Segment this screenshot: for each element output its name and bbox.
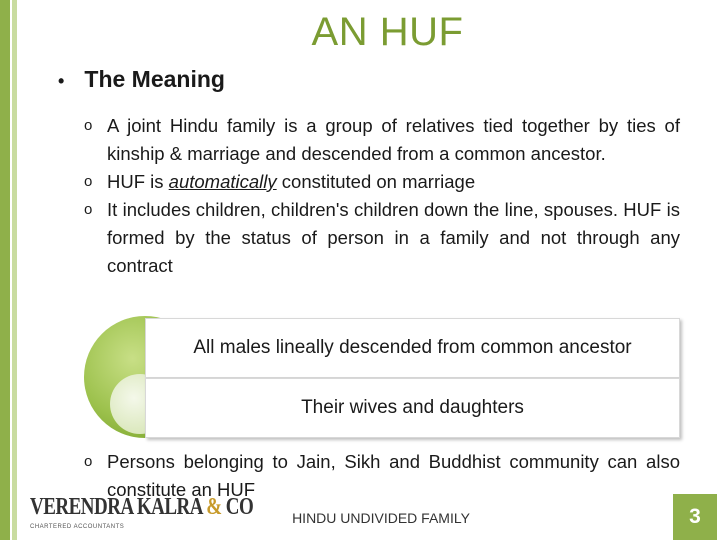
diagram-box-males: All males lineally descended from common ancestor	[145, 318, 680, 378]
logo-tagline: CHARTERED ACCOUNTANTS	[30, 524, 125, 530]
slide-title: AN HUF	[311, 10, 464, 54]
sub-bullet-icon: o	[84, 201, 93, 218]
emphasized-word: automatically	[168, 171, 277, 192]
bullet-icon: •	[58, 71, 65, 91]
sub-bullet-icon: o	[84, 453, 93, 470]
list-item-text-end: constituted on marriage	[276, 171, 476, 192]
members-diagram	[84, 316, 680, 438]
list-item	[84, 168, 680, 196]
list-item	[84, 112, 680, 168]
section-heading-text: The Meaning	[84, 66, 225, 92]
list-item	[84, 196, 680, 280]
sub-bullet-icon: o	[84, 173, 93, 190]
list-item-text-start: HUF is	[107, 171, 169, 192]
sub-bullet-icon: o	[84, 117, 93, 134]
list-item-text: A joint Hindu family is a group of relatives tied together by ties of kinship & marriage and descended from a common ancestor.	[107, 115, 680, 164]
left-accent-stripe	[12, 0, 17, 540]
meaning-list	[84, 112, 680, 280]
diagram-box-wives-daughters: Their wives and daughters	[145, 378, 680, 438]
page-number: 3	[673, 494, 717, 540]
list-item-text: It includes children, children's children down the line, spouses. HUF is formed by the status of person in a family and not through any contract	[107, 199, 680, 276]
logo-wordmark: VERENDRA KALRA & CO	[30, 494, 254, 521]
list-item-text: Persons belonging to Jain, Sikh and Buddhist community can also constitute an HUF	[107, 451, 680, 500]
footer-title: HINDU UNDIVIDED FAMILY	[292, 510, 470, 526]
section-heading	[58, 66, 225, 93]
left-accent-bar	[0, 0, 10, 540]
